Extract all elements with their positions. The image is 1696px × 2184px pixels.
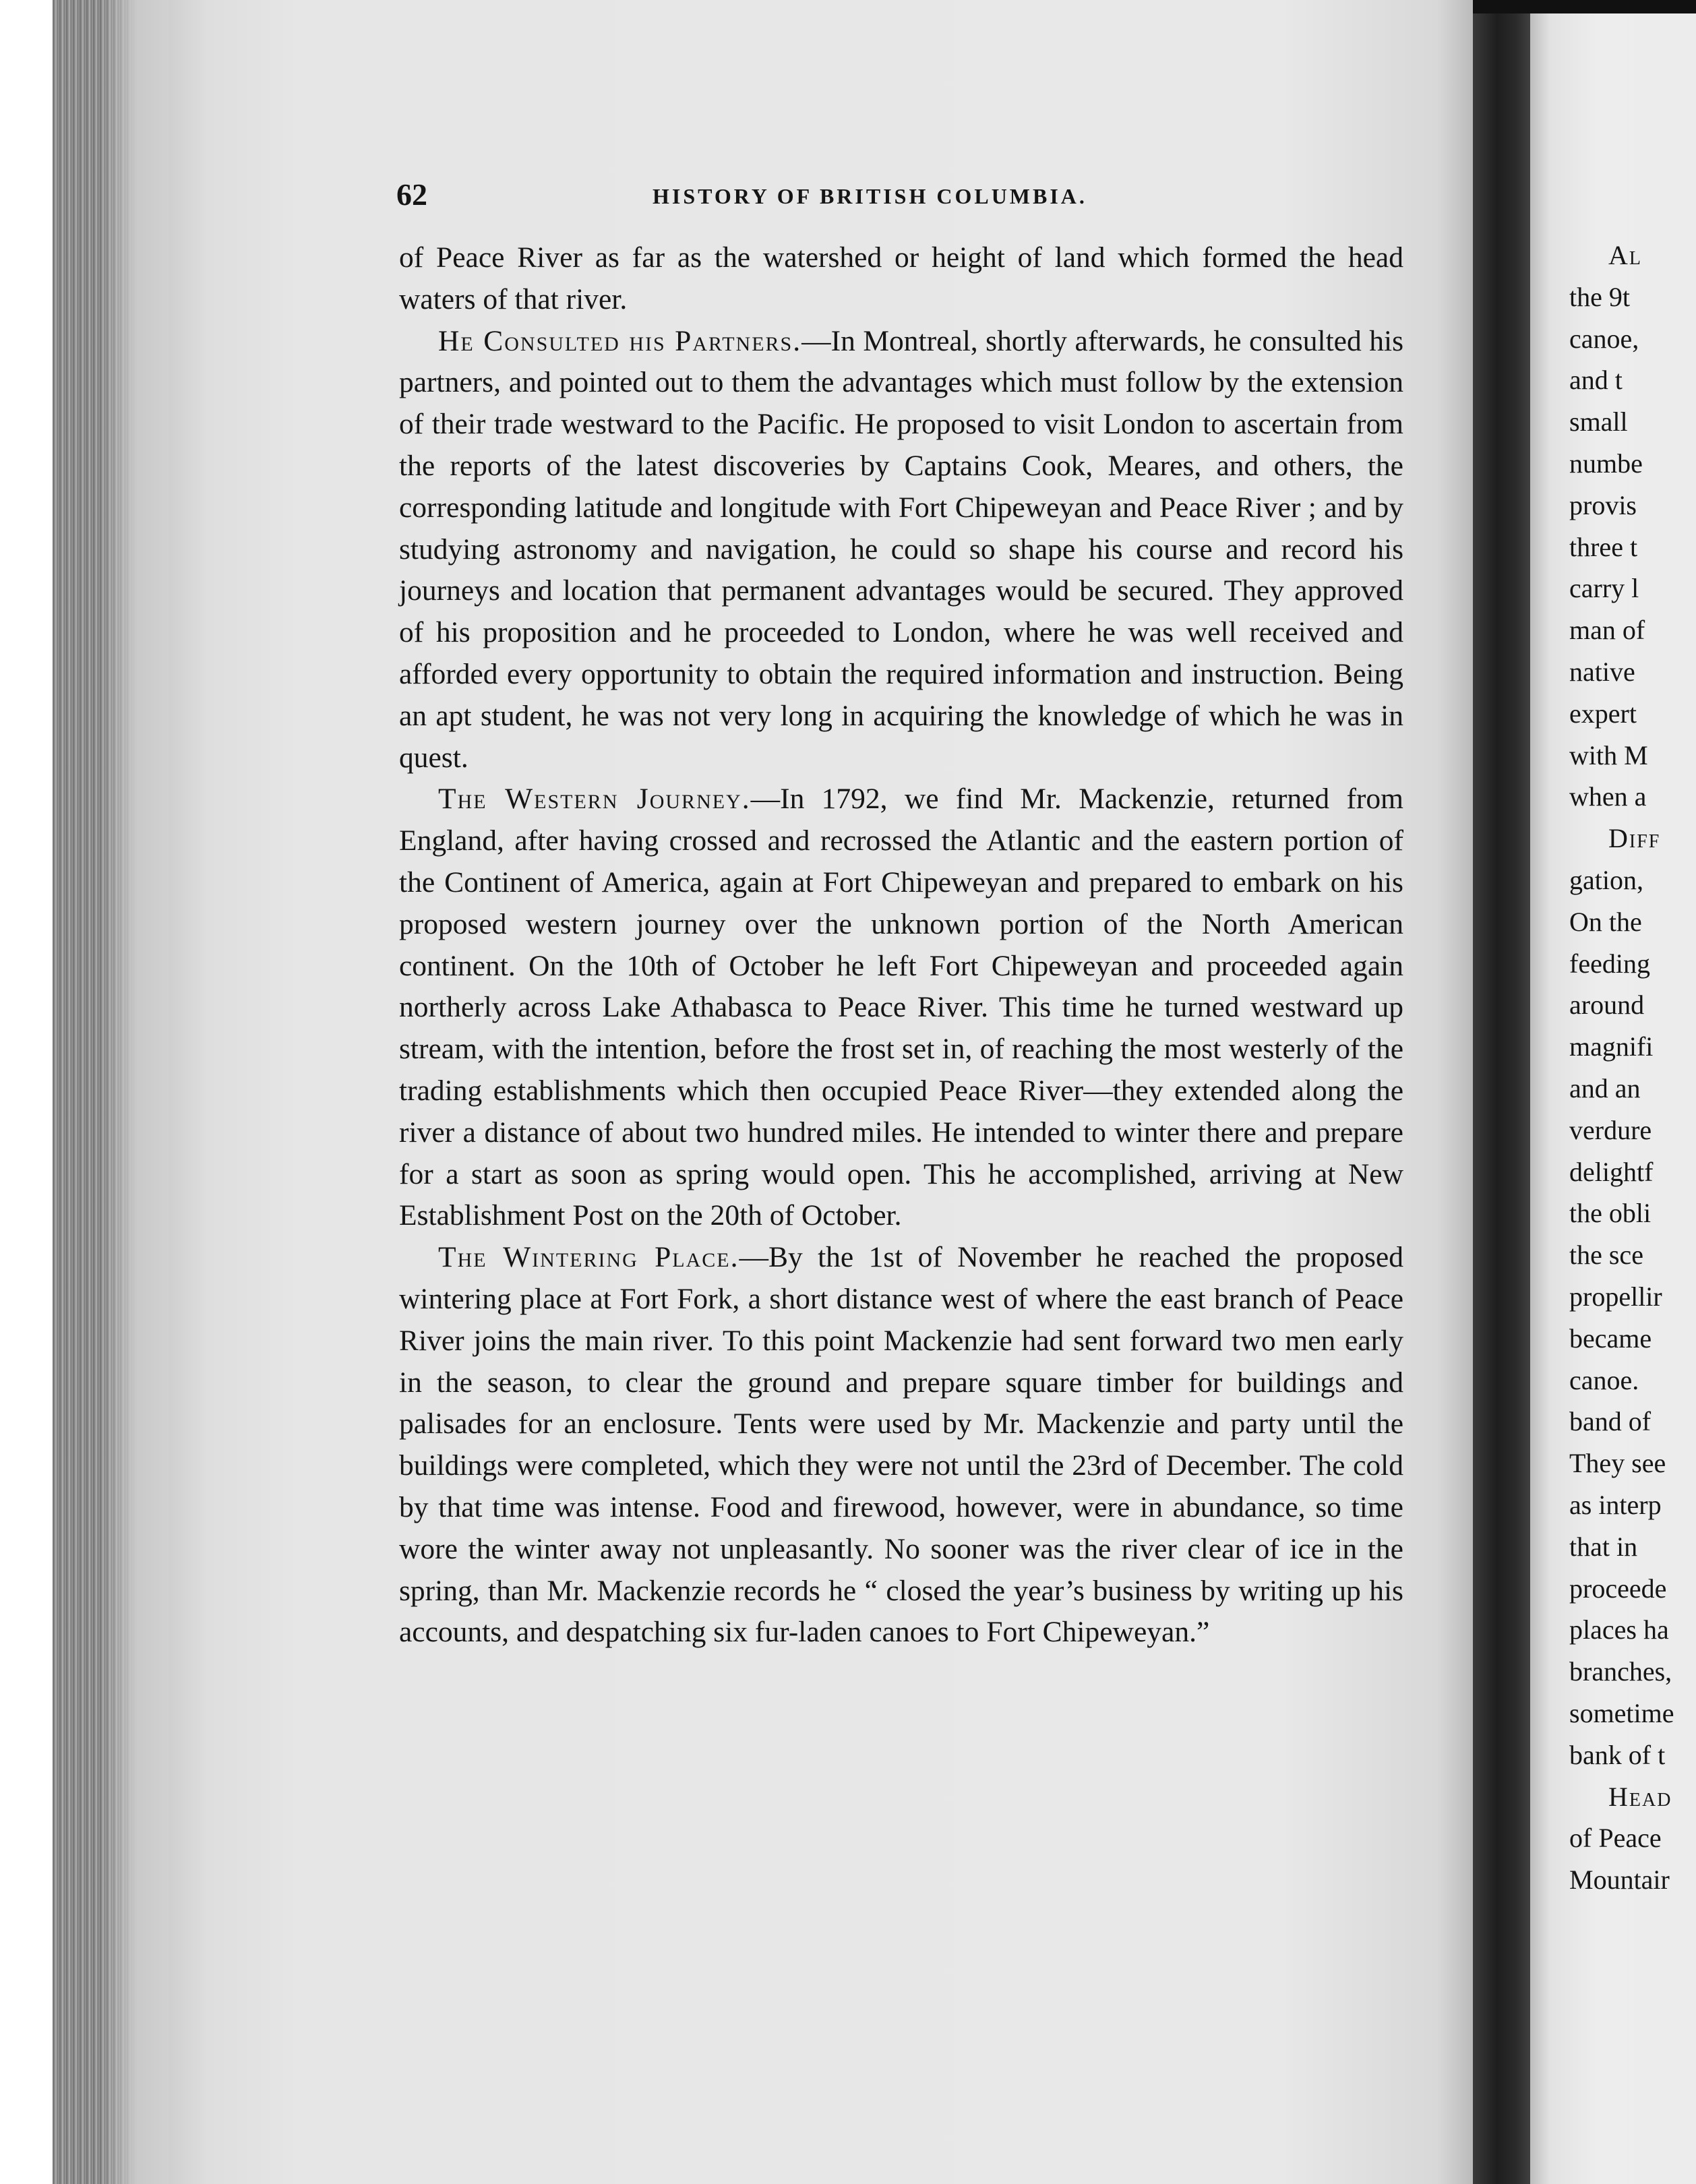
section-heading: The Western Journey. xyxy=(438,783,751,816)
facing-page-line: band of xyxy=(1569,1406,1652,1437)
facing-page-line: carry l xyxy=(1569,573,1639,604)
section-heading: He Consulted his Partners. xyxy=(438,324,802,357)
facing-page-line: gation, xyxy=(1569,865,1643,895)
facing-page-line: canoe. xyxy=(1569,1364,1639,1395)
facing-page-line: branches, xyxy=(1569,1656,1672,1687)
facing-page-line: Al xyxy=(1608,240,1642,270)
facing-page-line: small xyxy=(1569,406,1628,437)
paragraph-partners xyxy=(399,321,1403,779)
book-gutter xyxy=(1473,0,1534,2184)
paragraph-text: —In Montreal, shortly afterwards, he consulted his partners, and pointed out to them the advantages which must follow by the extension of their trade westward to the Pacific. He proposed to visit London to ascertain from the reports of the latest discoveries by Captains Cook, Meares, and others, the corresponding latitude and longitude with Fort Chipeweyan and Peace River ; and by studying astronomy and navigation, he could so shape his course and record his journeys and location that permanent advantages would be secured. They approved of his proposition and he proceeded to London, where he was well received and afforded every opportunity to obtain the required information and instruction. Being an apt student, he was not very long in acquiring the knowledge of which he was in quest. xyxy=(399,324,1403,774)
page-body xyxy=(399,237,1403,1654)
facing-page-line: places ha xyxy=(1569,1614,1669,1645)
facing-page-line: the obli xyxy=(1569,1198,1652,1229)
facing-page-line: bank of t xyxy=(1569,1739,1666,1770)
facing-page-line: numbe xyxy=(1569,448,1643,479)
facing-page-line: the sce xyxy=(1569,1240,1643,1271)
facing-page-line: On the xyxy=(1569,906,1642,937)
facing-page-line: expert xyxy=(1569,698,1637,729)
paragraph-text: of Peace River as far as the watershed or height of land which formed the head waters of that river. xyxy=(399,241,1403,315)
facing-page-line: They see xyxy=(1569,1448,1666,1479)
paragraph-wintering-place xyxy=(399,1237,1403,1654)
facing-page-line: became xyxy=(1569,1323,1652,1354)
paragraph-text: —By the 1st of November he reached the proposed wintering place at Fort Fork, a short distance west of where the east branch of Peace River joins the main river. To this point Mackenzie had sent forward two men early in the season, to clear the ground and prepare square timber for buildings and palisades for an enclosure. Tents were used by Mr. Mackenzie and party until the buildings were completed, which they were not until the 23rd of December. The cold by that time was intense. Food and firewood, however, were in abundance, so time wore the winter away not unpleasantly. No sooner was the river clear of ice in the spring, than Mr. Mackenzie records he “ closed the year’s business by writing up his accounts, and despatching six fur-laden canoes to Fort Chipeweyan.” xyxy=(399,1241,1403,1649)
scan-border xyxy=(1473,0,1696,13)
facing-page-line: around xyxy=(1569,990,1645,1021)
facing-page-line: and t xyxy=(1569,365,1623,396)
facing-page-line: verdure xyxy=(1569,1114,1652,1145)
paragraph-western-journey xyxy=(399,779,1403,1237)
facing-page-line: three t xyxy=(1569,531,1638,562)
paragraph-continuation xyxy=(399,237,1403,321)
paragraph-text: —In 1792, we find Mr. Mackenzie, returned from England, after having crossed and recrossed the Atlantic and the eastern portion of the Continent of America, again at Fort Chipeweyan and prepared to embark on his proposed western journey over the unknown portion of the North American continent. On the 10th of October he left Fort Chipeweyan and proceeded again northerly across Lake Athabasca to Peace River. This time he turned westward up stream, with the intention, before the frost set in, of reaching the most westerly of the trading establishments which then occupied Peace River—they extended along the river a distance of about two hundred miles. He intended to winter there and prepare for a start as soon as spring would open. This he accomplished, arriving at New Establishment Post on the 20th of October. xyxy=(399,783,1404,1232)
facing-page-line: canoe, xyxy=(1569,323,1639,354)
facing-page-line: Head xyxy=(1608,1781,1672,1812)
facing-page-line: provis xyxy=(1569,489,1637,520)
facing-page-line: and an xyxy=(1569,1073,1641,1103)
facing-page-line: Diff xyxy=(1608,823,1661,854)
section-heading: The Wintering Place. xyxy=(438,1241,739,1274)
facing-page-line: sometime xyxy=(1569,1698,1674,1728)
facing-page-line: native xyxy=(1569,657,1635,687)
page-number: 62 xyxy=(396,177,427,212)
facing-page-line: that in xyxy=(1569,1531,1638,1562)
facing-page-line: as interp xyxy=(1569,1490,1662,1520)
facing-page-line: the 9t xyxy=(1569,281,1630,312)
facing-page-line: proceede xyxy=(1569,1573,1667,1604)
facing-page-line: delightf xyxy=(1569,1156,1654,1187)
facing-page-line: magnifi xyxy=(1569,1031,1654,1062)
facing-page-line: feeding xyxy=(1569,948,1650,979)
facing-page-line: man of xyxy=(1569,615,1645,646)
facing-page-line: of Peace xyxy=(1569,1823,1662,1854)
facing-page-line: propellir xyxy=(1569,1281,1662,1312)
facing-page-line: with M xyxy=(1569,739,1648,770)
running-head: HISTORY OF BRITISH COLUMBIA. xyxy=(653,184,1087,208)
facing-page-line: when a xyxy=(1569,781,1647,812)
facing-page-line: Mountair xyxy=(1569,1864,1670,1895)
